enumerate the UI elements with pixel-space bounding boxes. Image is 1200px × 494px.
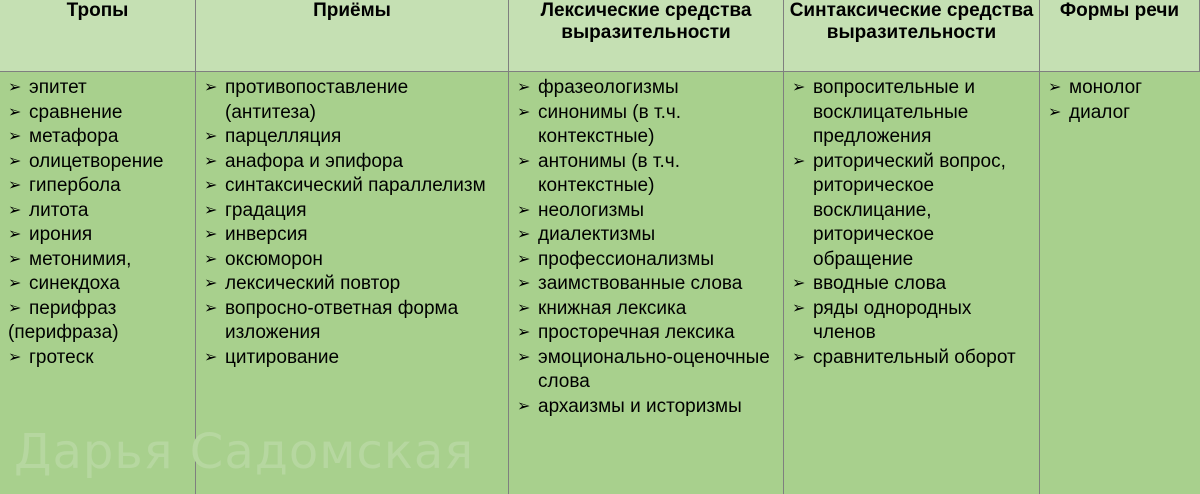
arrowhead-bullet-icon: ➢: [792, 79, 806, 96]
arrowhead-bullet-icon: ➢: [204, 299, 218, 317]
list-item-text: метафора: [29, 126, 119, 147]
list-item: [517, 150, 777, 199]
list-item: [8, 76, 189, 101]
arrowhead-bullet-icon: ➢: [8, 348, 22, 366]
list-item-text: диалектизмы: [538, 224, 656, 245]
list-item-text: неологизмы: [538, 199, 645, 221]
header-syntactic-means: Синтаксические средства выразительности: [784, 0, 1040, 72]
list-item: [204, 272, 502, 297]
arrowhead-bullet-icon: ➢: [1048, 79, 1062, 96]
list-item: [517, 272, 777, 297]
list-item: [8, 297, 189, 322]
list-item-text: архаизмы и историзмы: [538, 395, 742, 417]
header-techniques: Приёмы: [196, 0, 509, 72]
list-item: [204, 199, 502, 224]
list-item: [792, 76, 1033, 150]
list-item-text: сравнительный оборот: [813, 346, 1016, 368]
list-item: [8, 150, 189, 175]
arrowhead-bullet-icon: ➢: [204, 201, 218, 219]
arrowhead-bullet-icon: ➢: [204, 348, 218, 366]
list-item-text: синекдоха: [29, 273, 120, 294]
list-item-text: просторечная лексика: [538, 322, 735, 343]
list-item-text: ирония: [29, 224, 93, 245]
list-item: [517, 321, 777, 346]
list-item-text: книжная лексика: [538, 297, 687, 319]
header-tropes: Тропы: [0, 0, 196, 72]
list-item: [204, 76, 502, 125]
list-item-text: синтаксический параллелизм: [225, 175, 486, 196]
arrowhead-bullet-icon: ➢: [792, 299, 806, 317]
arrowhead-bullet-icon: ➢: [792, 348, 806, 366]
list-item-text: вводные слова: [813, 273, 947, 294]
list-item-text: антонимы (в т.ч. контекстные): [538, 150, 680, 196]
arrowhead-bullet-icon: ➢: [792, 275, 806, 292]
list-item-text: гипербола: [29, 175, 121, 196]
list-item-text: градация: [225, 199, 307, 221]
list-item-text: эпитет: [29, 77, 87, 98]
arrowhead-bullet-icon: ➢: [517, 250, 531, 268]
list-item: [1048, 76, 1194, 101]
list-item-text: олицетворение: [29, 150, 164, 172]
list-item-text: ряды однородных членов: [813, 297, 972, 343]
list-item: [204, 150, 502, 175]
arrowhead-bullet-icon: ➢: [8, 177, 22, 194]
list-item: [517, 297, 777, 322]
list-item-text: вопросно-ответная форма изложения: [225, 297, 459, 343]
list-item: [8, 223, 189, 248]
header-speech-forms: Формы речи: [1040, 0, 1200, 72]
arrowhead-bullet-icon: ➢: [1048, 103, 1062, 121]
list-item-text: эмоционально-оценочные слова: [538, 346, 770, 392]
list-item-text: сравнение: [29, 101, 123, 123]
list-item-text: анафора и эпифора: [225, 150, 404, 172]
list-item: [517, 223, 777, 248]
arrowhead-bullet-icon: ➢: [517, 324, 531, 341]
arrowhead-bullet-icon: ➢: [8, 299, 22, 317]
arrowhead-bullet-icon: ➢: [8, 152, 22, 170]
arrowhead-bullet-icon: ➢: [517, 152, 531, 170]
arrowhead-bullet-icon: ➢: [517, 348, 531, 366]
list-item: [8, 272, 189, 297]
list-item-text: синонимы (в т.ч. контекстные): [538, 101, 682, 147]
list-item: [8, 248, 189, 273]
list-item-text: лексический повтор: [225, 273, 401, 294]
list-item: [517, 199, 777, 224]
arrowhead-bullet-icon: ➢: [8, 250, 22, 268]
list-item: [204, 248, 502, 273]
list-item-text: риторический вопрос, риторическое восклицание, риторическое обращение: [813, 150, 1006, 270]
list-item: [792, 150, 1033, 273]
list-item: [517, 395, 777, 420]
list-item: [8, 346, 189, 371]
arrowhead-bullet-icon: ➢: [517, 226, 531, 243]
arrowhead-bullet-icon: ➢: [517, 79, 531, 96]
list-item-text: вопросительные и восклицательные предложения: [813, 77, 976, 147]
list-item: [792, 272, 1033, 297]
list-item-text: литота: [29, 199, 89, 221]
arrowhead-bullet-icon: ➢: [8, 128, 22, 145]
header-lexical-means: Лексические средства выразительности: [509, 0, 784, 72]
arrowhead-bullet-icon: ➢: [8, 79, 22, 96]
arrowhead-bullet-icon: ➢: [8, 103, 22, 121]
list-item-text: (перифраза): [8, 322, 119, 343]
list-item: [517, 76, 777, 101]
list-item: [8, 101, 189, 126]
list-item: [1048, 101, 1194, 126]
list-item-text: гротеск: [29, 346, 94, 368]
arrowhead-bullet-icon: ➢: [517, 275, 531, 292]
arrowhead-bullet-icon: ➢: [204, 275, 218, 292]
list-item: [517, 346, 777, 395]
list-item: [8, 199, 189, 224]
list-item-text: противопоставление (антитеза): [225, 77, 409, 123]
column-syntactic-means: [784, 72, 1040, 494]
arrowhead-bullet-icon: ➢: [8, 201, 22, 219]
arrowhead-bullet-icon: ➢: [517, 103, 531, 121]
list-item-text: оксюморон: [225, 248, 323, 270]
list-item: [8, 321, 189, 346]
arrowhead-bullet-icon: ➢: [517, 299, 531, 317]
arrowhead-bullet-icon: ➢: [517, 397, 531, 415]
list-item: [792, 297, 1033, 346]
author-watermark: Дарья Садомская: [14, 424, 475, 480]
list-item: [204, 174, 502, 199]
arrowhead-bullet-icon: ➢: [792, 152, 806, 170]
list-item: [204, 223, 502, 248]
list-item: [8, 174, 189, 199]
list-item-text: инверсия: [225, 224, 308, 245]
list-item: [204, 297, 502, 346]
list-item: [517, 248, 777, 273]
arrowhead-bullet-icon: ➢: [204, 152, 218, 170]
arrowhead-bullet-icon: ➢: [204, 128, 218, 145]
list-item: [204, 346, 502, 371]
column-tropes: [0, 72, 196, 494]
arrowhead-bullet-icon: ➢: [204, 177, 218, 194]
list-item: [517, 101, 777, 150]
arrowhead-bullet-icon: ➢: [204, 250, 218, 268]
column-lexical-means: [509, 72, 784, 494]
list-item-text: цитирование: [225, 346, 340, 368]
arrowhead-bullet-icon: ➢: [8, 226, 22, 243]
list-item-text: парцелляция: [225, 126, 342, 147]
list-item-text: метонимия,: [29, 248, 132, 270]
arrowhead-bullet-icon: ➢: [517, 201, 531, 219]
column-speech-forms: [1040, 72, 1200, 494]
list-item-text: перифраз: [29, 297, 117, 319]
column-techniques: [196, 72, 509, 494]
list-item: [8, 125, 189, 150]
arrowhead-bullet-icon: ➢: [204, 226, 218, 243]
list-item: [792, 346, 1033, 371]
arrowhead-bullet-icon: ➢: [8, 275, 22, 292]
list-item-text: профессионализмы: [538, 248, 714, 270]
list-item-text: диалог: [1069, 101, 1131, 123]
arrowhead-bullet-icon: ➢: [204, 79, 218, 96]
list-item-text: заимствованные слова: [538, 273, 743, 294]
list-item: [204, 125, 502, 150]
list-item-text: фразеологизмы: [538, 77, 679, 98]
list-item-text: монолог: [1069, 77, 1143, 98]
